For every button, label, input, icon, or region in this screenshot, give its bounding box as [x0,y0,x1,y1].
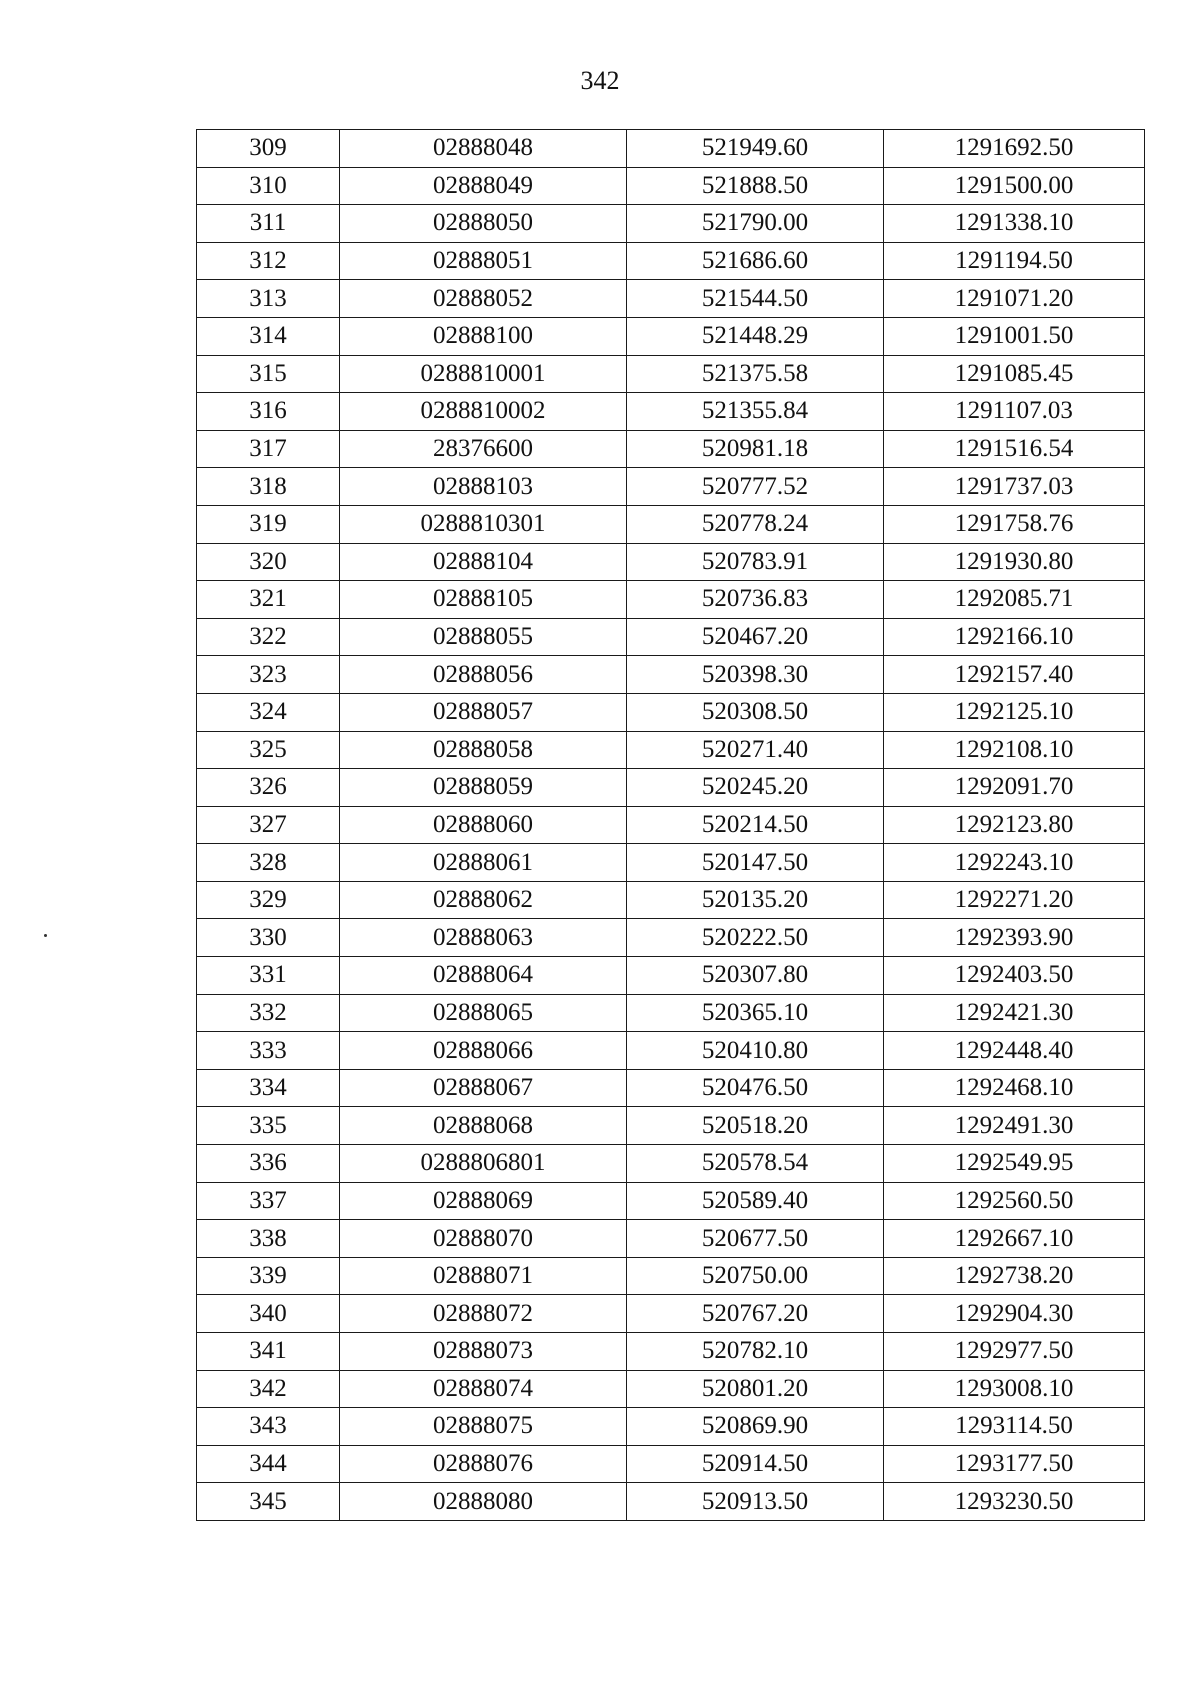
coordinates-table [196,129,1145,1521]
cell-x-coordinate: 520767.20 [627,1295,884,1333]
table-row [197,1220,1145,1258]
cell-index: 332 [197,994,340,1032]
cell-index: 322 [197,618,340,656]
cell-y-coordinate: 1292448.40 [884,1032,1145,1070]
cell-x-coordinate: 520135.20 [627,881,884,919]
table-row [197,844,1145,882]
table-row [197,769,1145,807]
cell-x-coordinate: 520782.10 [627,1333,884,1371]
cell-x-coordinate: 521375.58 [627,355,884,393]
table-row [197,1145,1145,1183]
cell-x-coordinate: 520750.00 [627,1257,884,1295]
cell-x-coordinate: 520271.40 [627,731,884,769]
cell-x-coordinate: 521355.84 [627,393,884,431]
cell-index: 309 [197,130,340,168]
cell-point-id: 02888063 [340,919,627,957]
cell-x-coordinate: 520914.50 [627,1445,884,1483]
cell-y-coordinate: 1293230.50 [884,1483,1145,1521]
table-row [197,919,1145,957]
cell-index: 315 [197,355,340,393]
table-row [197,1483,1145,1521]
table-row [197,656,1145,694]
table-body [197,130,1145,1521]
cell-index: 311 [197,205,340,243]
cell-y-coordinate: 1292549.95 [884,1145,1145,1183]
cell-y-coordinate: 1291758.76 [884,505,1145,543]
cell-y-coordinate: 1293008.10 [884,1370,1145,1408]
table-row [197,693,1145,731]
cell-x-coordinate: 520981.18 [627,430,884,468]
cell-point-id: 02888073 [340,1333,627,1371]
cell-point-id: 02888051 [340,242,627,280]
cell-y-coordinate: 1291071.20 [884,280,1145,318]
cell-index: 327 [197,806,340,844]
cell-point-id: 02888076 [340,1445,627,1483]
cell-point-id: 02888049 [340,167,627,205]
cell-index: 321 [197,581,340,619]
cell-x-coordinate: 521544.50 [627,280,884,318]
cell-x-coordinate: 520783.91 [627,543,884,581]
cell-x-coordinate: 521448.29 [627,317,884,355]
cell-index: 312 [197,242,340,280]
cell-point-id: 02888065 [340,994,627,1032]
table-row [197,1032,1145,1070]
cell-index: 339 [197,1257,340,1295]
table-row [197,806,1145,844]
cell-y-coordinate: 1292108.10 [884,731,1145,769]
cell-point-id: 0288810001 [340,355,627,393]
cell-x-coordinate: 520589.40 [627,1182,884,1220]
cell-x-coordinate: 521790.00 [627,205,884,243]
cell-index: 329 [197,881,340,919]
cell-point-id: 02888104 [340,543,627,581]
cell-index: 316 [197,393,340,431]
cell-x-coordinate: 520245.20 [627,769,884,807]
cell-x-coordinate: 520778.24 [627,505,884,543]
cell-y-coordinate: 1292904.30 [884,1295,1145,1333]
cell-index: 324 [197,693,340,731]
table-row [197,957,1145,995]
cell-y-coordinate: 1292560.50 [884,1182,1145,1220]
table-row [197,731,1145,769]
cell-point-id: 02888056 [340,656,627,694]
cell-index: 317 [197,430,340,468]
table-row [197,130,1145,168]
cell-point-id: 02888070 [340,1220,627,1258]
cell-y-coordinate: 1291085.45 [884,355,1145,393]
cell-index: 320 [197,543,340,581]
table-row [197,1295,1145,1333]
cell-point-id: 02888050 [340,205,627,243]
cell-y-coordinate: 1292091.70 [884,769,1145,807]
cell-index: 338 [197,1220,340,1258]
table-row [197,994,1145,1032]
table-row [197,242,1145,280]
table-row [197,1408,1145,1446]
table-row [197,280,1145,318]
cell-point-id: 02888074 [340,1370,627,1408]
cell-index: 310 [197,167,340,205]
cell-point-id: 02888057 [340,693,627,731]
cell-x-coordinate: 520307.80 [627,957,884,995]
table-row [197,468,1145,506]
cell-point-id: 02888075 [340,1408,627,1446]
cell-y-coordinate: 1291338.10 [884,205,1145,243]
cell-point-id: 02888055 [340,618,627,656]
cell-index: 325 [197,731,340,769]
page-number: 342 [580,66,620,95]
table-row [197,618,1145,656]
cell-point-id: 0288810002 [340,393,627,431]
cell-point-id: 02888052 [340,280,627,318]
cell-x-coordinate: 520913.50 [627,1483,884,1521]
cell-x-coordinate: 520214.50 [627,806,884,844]
cell-y-coordinate: 1291692.50 [884,130,1145,168]
cell-point-id: 02888064 [340,957,627,995]
table-row [197,543,1145,581]
cell-index: 330 [197,919,340,957]
table-row [197,1182,1145,1220]
table-row [197,1107,1145,1145]
cell-index: 336 [197,1145,340,1183]
cell-x-coordinate: 521949.60 [627,130,884,168]
cell-x-coordinate: 520147.50 [627,844,884,882]
cell-y-coordinate: 1292393.90 [884,919,1145,957]
table-row [197,1445,1145,1483]
cell-point-id: 28376600 [340,430,627,468]
cell-x-coordinate: 520410.80 [627,1032,884,1070]
cell-y-coordinate: 1292403.50 [884,957,1145,995]
cell-x-coordinate: 520365.10 [627,994,884,1032]
cell-point-id: 02888066 [340,1032,627,1070]
cell-index: 345 [197,1483,340,1521]
cell-index: 314 [197,317,340,355]
cell-x-coordinate: 520677.50 [627,1220,884,1258]
cell-point-id: 0288806801 [340,1145,627,1183]
cell-x-coordinate: 520467.20 [627,618,884,656]
table-row [197,205,1145,243]
cell-y-coordinate: 1292123.80 [884,806,1145,844]
cell-point-id: 02888080 [340,1483,627,1521]
cell-index: 319 [197,505,340,543]
cell-point-id: 02888061 [340,844,627,882]
cell-x-coordinate: 520222.50 [627,919,884,957]
table-row [197,505,1145,543]
cell-index: 328 [197,844,340,882]
table-row [197,881,1145,919]
coordinates-table-container [196,129,1144,1521]
cell-x-coordinate: 520578.54 [627,1145,884,1183]
cell-x-coordinate: 520801.20 [627,1370,884,1408]
cell-index: 323 [197,656,340,694]
cell-point-id: 02888100 [340,317,627,355]
cell-y-coordinate: 1292166.10 [884,618,1145,656]
cell-y-coordinate: 1292738.20 [884,1257,1145,1295]
cell-y-coordinate: 1292125.10 [884,693,1145,731]
cell-y-coordinate: 1291930.80 [884,543,1145,581]
cell-y-coordinate: 1292271.20 [884,881,1145,919]
cell-point-id: 02888058 [340,731,627,769]
cell-point-id: 02888103 [340,468,627,506]
cell-x-coordinate: 520518.20 [627,1107,884,1145]
cell-index: 342 [197,1370,340,1408]
table-row [197,1257,1145,1295]
cell-point-id: 02888067 [340,1069,627,1107]
cell-point-id: 02888060 [340,806,627,844]
cell-y-coordinate: 1291500.00 [884,167,1145,205]
cell-index: 344 [197,1445,340,1483]
cell-y-coordinate: 1291001.50 [884,317,1145,355]
cell-index: 318 [197,468,340,506]
cell-point-id: 0288810301 [340,505,627,543]
cell-point-id: 02888072 [340,1295,627,1333]
scan-speck [44,934,47,937]
cell-x-coordinate: 521686.60 [627,242,884,280]
cell-index: 337 [197,1182,340,1220]
table-row [197,1370,1145,1408]
cell-x-coordinate: 520476.50 [627,1069,884,1107]
cell-y-coordinate: 1292421.30 [884,994,1145,1032]
cell-y-coordinate: 1292667.10 [884,1220,1145,1258]
cell-point-id: 02888105 [340,581,627,619]
table-row [197,393,1145,431]
table-row [197,581,1145,619]
cell-point-id: 02888059 [340,769,627,807]
cell-y-coordinate: 1292085.71 [884,581,1145,619]
table-row [197,430,1145,468]
cell-y-coordinate: 1293114.50 [884,1408,1145,1446]
cell-x-coordinate: 521888.50 [627,167,884,205]
cell-x-coordinate: 520308.50 [627,693,884,731]
cell-y-coordinate: 1292491.30 [884,1107,1145,1145]
table-row [197,167,1145,205]
cell-index: 340 [197,1295,340,1333]
cell-index: 331 [197,957,340,995]
cell-y-coordinate: 1292157.40 [884,656,1145,694]
cell-x-coordinate: 520777.52 [627,468,884,506]
cell-index: 334 [197,1069,340,1107]
cell-point-id: 02888068 [340,1107,627,1145]
table-row [197,355,1145,393]
cell-point-id: 02888071 [340,1257,627,1295]
cell-y-coordinate: 1292468.10 [884,1069,1145,1107]
cell-index: 333 [197,1032,340,1070]
cell-index: 335 [197,1107,340,1145]
cell-x-coordinate: 520736.83 [627,581,884,619]
cell-y-coordinate: 1291516.54 [884,430,1145,468]
cell-y-coordinate: 1293177.50 [884,1445,1145,1483]
cell-index: 326 [197,769,340,807]
table-row [197,317,1145,355]
cell-index: 343 [197,1408,340,1446]
cell-y-coordinate: 1292977.50 [884,1333,1145,1371]
cell-y-coordinate: 1291737.03 [884,468,1145,506]
cell-point-id: 02888062 [340,881,627,919]
cell-y-coordinate: 1292243.10 [884,844,1145,882]
table-row [197,1069,1145,1107]
table-row [197,1333,1145,1371]
cell-point-id: 02888048 [340,130,627,168]
cell-y-coordinate: 1291107.03 [884,393,1145,431]
cell-y-coordinate: 1291194.50 [884,242,1145,280]
cell-x-coordinate: 520398.30 [627,656,884,694]
cell-index: 341 [197,1333,340,1371]
cell-point-id: 02888069 [340,1182,627,1220]
cell-index: 313 [197,280,340,318]
cell-x-coordinate: 520869.90 [627,1408,884,1446]
